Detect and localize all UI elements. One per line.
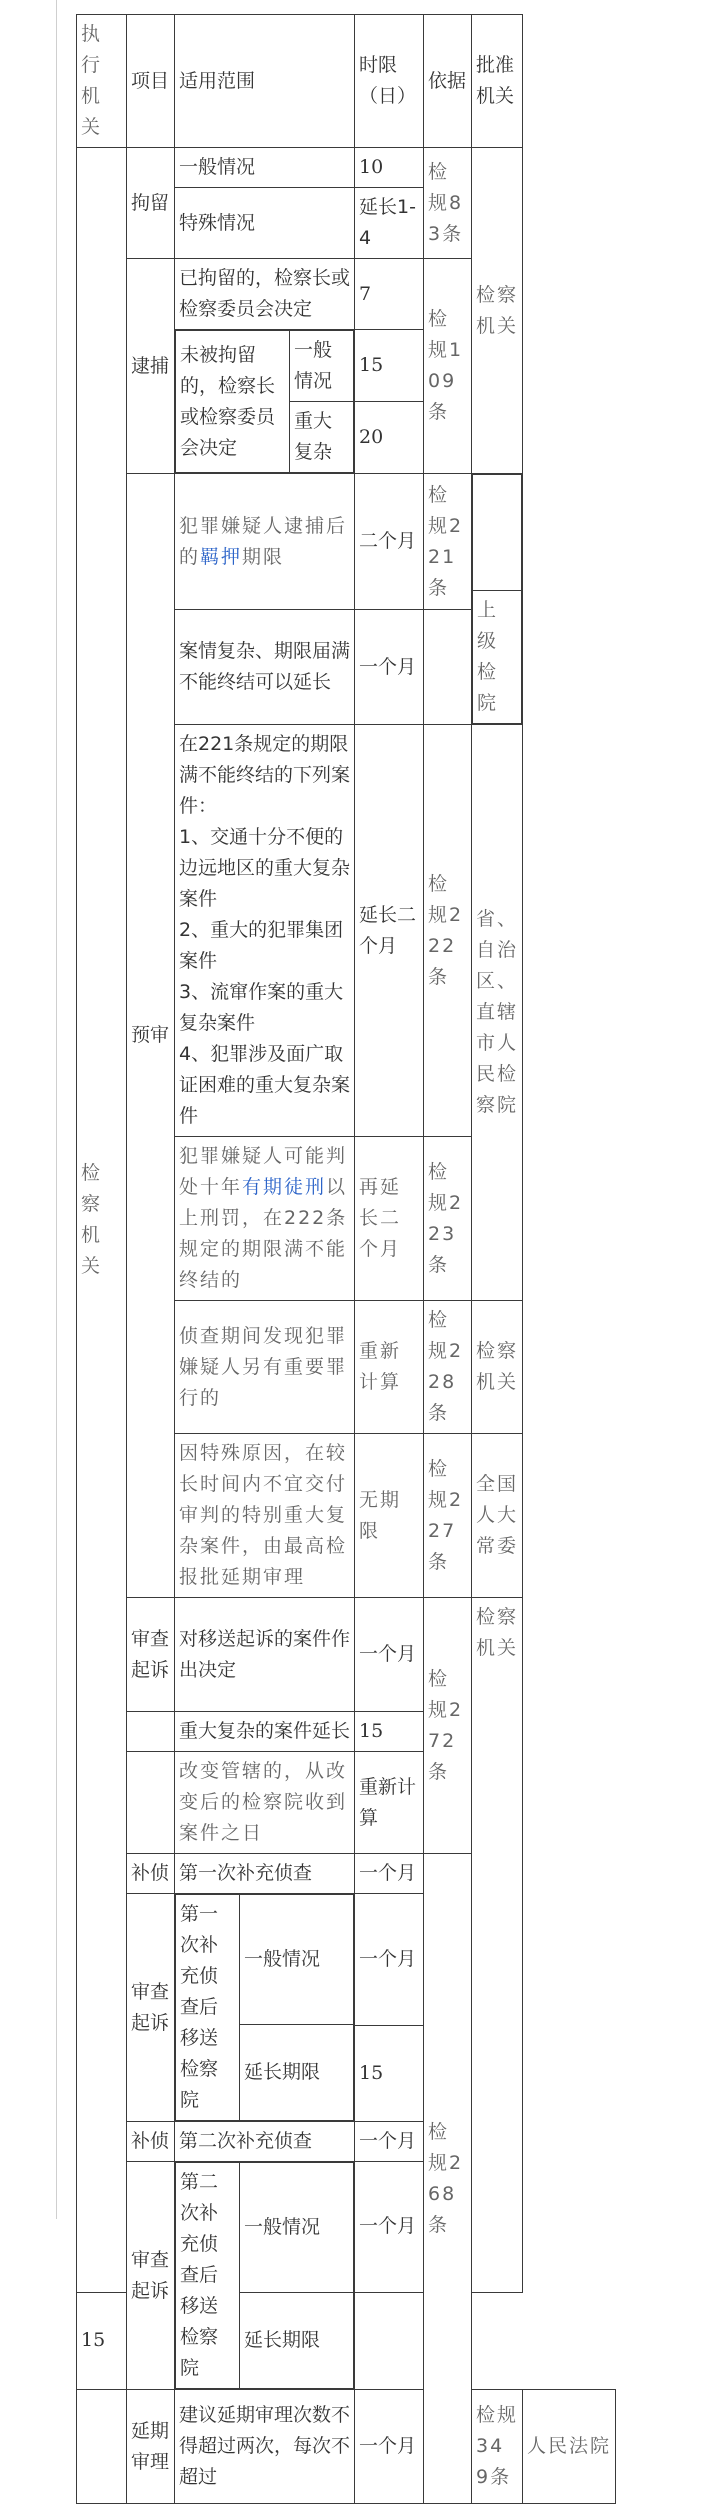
table-row	[77, 1854, 616, 1894]
review-jurisdiction-limit: 重新计算	[355, 1752, 424, 1854]
time-limit-table-container	[76, 14, 616, 2504]
pretrial-blank-cell	[473, 475, 522, 591]
item-review-2: 审查起诉	[127, 1894, 175, 2122]
time-limit-table	[76, 14, 616, 2504]
organ-procuratorate: 检察机关	[77, 148, 127, 2293]
review-blank-item	[127, 1712, 175, 1752]
table-row	[77, 1598, 616, 1712]
pretrial-cases-limit: 延长二个月	[355, 725, 424, 1137]
item-supplement-2: 补侦	[127, 2122, 175, 2162]
detention-special-scope: 特殊情况	[175, 188, 355, 259]
arrest-detained-scope: 已拘留的，检察长或检察委员会决定	[175, 259, 355, 330]
review-extend-scope: 重大复杂的案件延长	[175, 1712, 355, 1752]
header-limit: 时限（日）	[355, 15, 424, 148]
pretrial-custody-limit: 二个月	[355, 474, 424, 610]
review-decide-limit: 一个月	[355, 1598, 424, 1712]
detention-normal-scope: 一般情况	[175, 148, 355, 188]
arrest-major-limit: 20	[355, 402, 424, 474]
arrest-not-detained-cell	[175, 330, 355, 474]
review-3-subtable	[175, 2162, 354, 2389]
fixed-term-link[interactable]: 有期徒刑	[242, 1176, 327, 1198]
pretrial-new-crime-scope: 侦查期间发现犯罪嫌疑人另有重要罪行的	[175, 1301, 355, 1434]
header-scope: 适用范围	[175, 15, 355, 148]
header-item: 项目	[127, 15, 175, 148]
arrest-approver: 检察机关	[472, 148, 523, 474]
delay-basis: 检规349条	[472, 2390, 523, 2504]
arrest-normal-limit: 15	[355, 330, 424, 402]
organ-blank	[77, 2390, 127, 2504]
detention-basis: 检规83条	[424, 148, 472, 259]
detention-special-limit: 延长1-4	[355, 188, 424, 259]
supp-approver: 检察机关	[472, 1598, 523, 2293]
detention-normal-limit: 10	[355, 148, 424, 188]
table-row	[77, 259, 616, 330]
pretrial-ten-years-scope: 犯罪嫌疑人可能判处十年有期徒刑以上刑罚，在222条规定的期限满不能终结的	[175, 1137, 355, 1301]
review-2-extend-limit: 15	[355, 2025, 424, 2121]
custody-link[interactable]: 羁押	[200, 545, 243, 568]
pretrial-upper-cell	[472, 474, 523, 725]
pretrial-complex-scope: 案情复杂、期限届满不能终结可以延长	[175, 610, 355, 725]
pretrial-special-basis: 检规227条	[424, 1434, 472, 1598]
delay-scope: 建议延期审理次数不得超过两次，每次不超过	[175, 2390, 355, 2504]
item-delay: 延期审理	[127, 2390, 175, 2504]
supplement-2-limit: 一个月	[355, 2122, 424, 2162]
pretrial-cases-scope	[175, 725, 355, 1137]
table-row	[77, 1752, 616, 1854]
list-item: 3、流窜作案的重大复杂案件	[179, 981, 344, 1034]
pretrial-ten-years-basis: 检规223条	[424, 1137, 472, 1301]
item-detention: 拘留	[127, 148, 175, 259]
header-organ: 执行机关	[77, 15, 127, 148]
arrest-subtable	[175, 330, 354, 473]
pretrial-complex-limit: 一个月	[355, 610, 424, 725]
delay-limit: 一个月	[355, 2390, 424, 2504]
header-approver: 批准机关	[472, 15, 523, 148]
review-jurisdiction-scope: 改变管辖的，从改变后的检察院收到案件之日	[175, 1752, 355, 1854]
table-row	[77, 1894, 616, 2026]
review-2-extend-scope: 延长期限	[240, 2025, 354, 2121]
item-review-3: 审查起诉	[127, 2162, 175, 2390]
pretrial-new-crime-basis: 检规228条	[424, 1301, 472, 1434]
pretrial-complex-approver: 上级检院	[473, 591, 522, 724]
pretrial-provincial-approver: 省、自治区、直辖市人民检察院	[472, 725, 523, 1301]
review-2-after-scope: 第一次补充侦查后移送检察院	[176, 1895, 240, 2121]
review-extend-limit: 15	[355, 1712, 424, 1752]
header-basis: 依据	[424, 15, 472, 148]
pretrial-complex-basis-empty	[424, 610, 472, 725]
review-3-cell	[175, 2162, 355, 2390]
review-2-normal-limit: 一个月	[355, 1894, 424, 2026]
arrest-major-scope: 重大复杂	[290, 402, 354, 473]
table-row	[77, 2390, 616, 2504]
pretrial-upper-subtable	[472, 474, 522, 724]
delay-approver: 人民法院	[523, 2390, 616, 2504]
item-arrest: 逮捕	[127, 259, 175, 474]
table-row	[77, 148, 616, 188]
supplement-2-scope: 第二次补充侦查	[175, 2122, 355, 2162]
item-supplement-1: 补侦	[127, 1854, 175, 1894]
list-item: 4、犯罪涉及面广取证困难的重大复杂案件	[179, 1043, 351, 1127]
review-3-normal-limit: 一个月	[355, 2162, 424, 2293]
list-item: 2、重大的犯罪集团案件	[179, 919, 344, 972]
item-pretrial: 预审	[127, 474, 175, 1598]
review-3-normal-scope: 一般情况	[240, 2163, 354, 2293]
review-3-after-scope: 第二次补充侦查后移送检察院	[176, 2163, 240, 2389]
pretrial-new-crime-approver: 检察机关	[472, 1301, 523, 1434]
review-3-extend-scope: 延长期限	[240, 2292, 354, 2388]
supp-basis: 检规268条	[424, 1854, 472, 2504]
pretrial-special-limit: 无期限	[355, 1434, 424, 1598]
pretrial-custody-basis: 检规221条	[424, 474, 472, 610]
review-decide-scope: 对移送起诉的案件作出决定	[175, 1598, 355, 1712]
pretrial-cases-basis: 检规222条	[424, 725, 472, 1137]
pretrial-ten-years-limit: 再延长二个月	[355, 1137, 424, 1301]
pretrial-special-scope: 因特殊原因，在较长时间内不宜交付审判的特别重大复杂案件，由最高检报批延期审理	[175, 1434, 355, 1598]
table-row	[77, 2162, 616, 2293]
review-2-subtable	[175, 1894, 354, 2121]
review-blank-item-2	[127, 1752, 175, 1854]
header-row	[77, 15, 616, 148]
review-2-cell	[175, 1894, 355, 2122]
arrest-detained-limit: 7	[355, 259, 424, 330]
review-3-extend-limit: 15	[77, 2292, 127, 2389]
supplement-1-scope: 第一次补充侦查	[175, 1854, 355, 1894]
review-2-normal-scope: 一般情况	[240, 1895, 354, 2025]
pretrial-cases-intro: 在221条规定的期限满不能终结的下列案件：	[179, 733, 351, 817]
arrest-normal-scope: 一般情况	[290, 331, 354, 402]
arrest-not-detained-scope: 未被拘留的，检察长或检察委员会决定	[176, 331, 290, 473]
list-item: 1、交通十分不便的边远地区的重大复杂案件	[179, 826, 351, 910]
table-row	[77, 474, 616, 610]
review-basis: 检规272条	[424, 1598, 472, 1854]
table-row	[77, 2122, 616, 2162]
table-row	[77, 1712, 616, 1752]
pretrial-special-approver: 全国人大常委	[472, 1434, 523, 1598]
supplement-1-limit: 一个月	[355, 1854, 424, 1894]
pretrial-custody-scope: 犯罪嫌疑人逮捕后的羁押期限	[175, 474, 355, 610]
pretrial-new-crime-limit: 重新计算	[355, 1301, 424, 1434]
arrest-basis: 检规109条	[424, 259, 472, 474]
page-left-border	[56, 0, 57, 2219]
item-review: 审查起诉	[127, 1598, 175, 1712]
